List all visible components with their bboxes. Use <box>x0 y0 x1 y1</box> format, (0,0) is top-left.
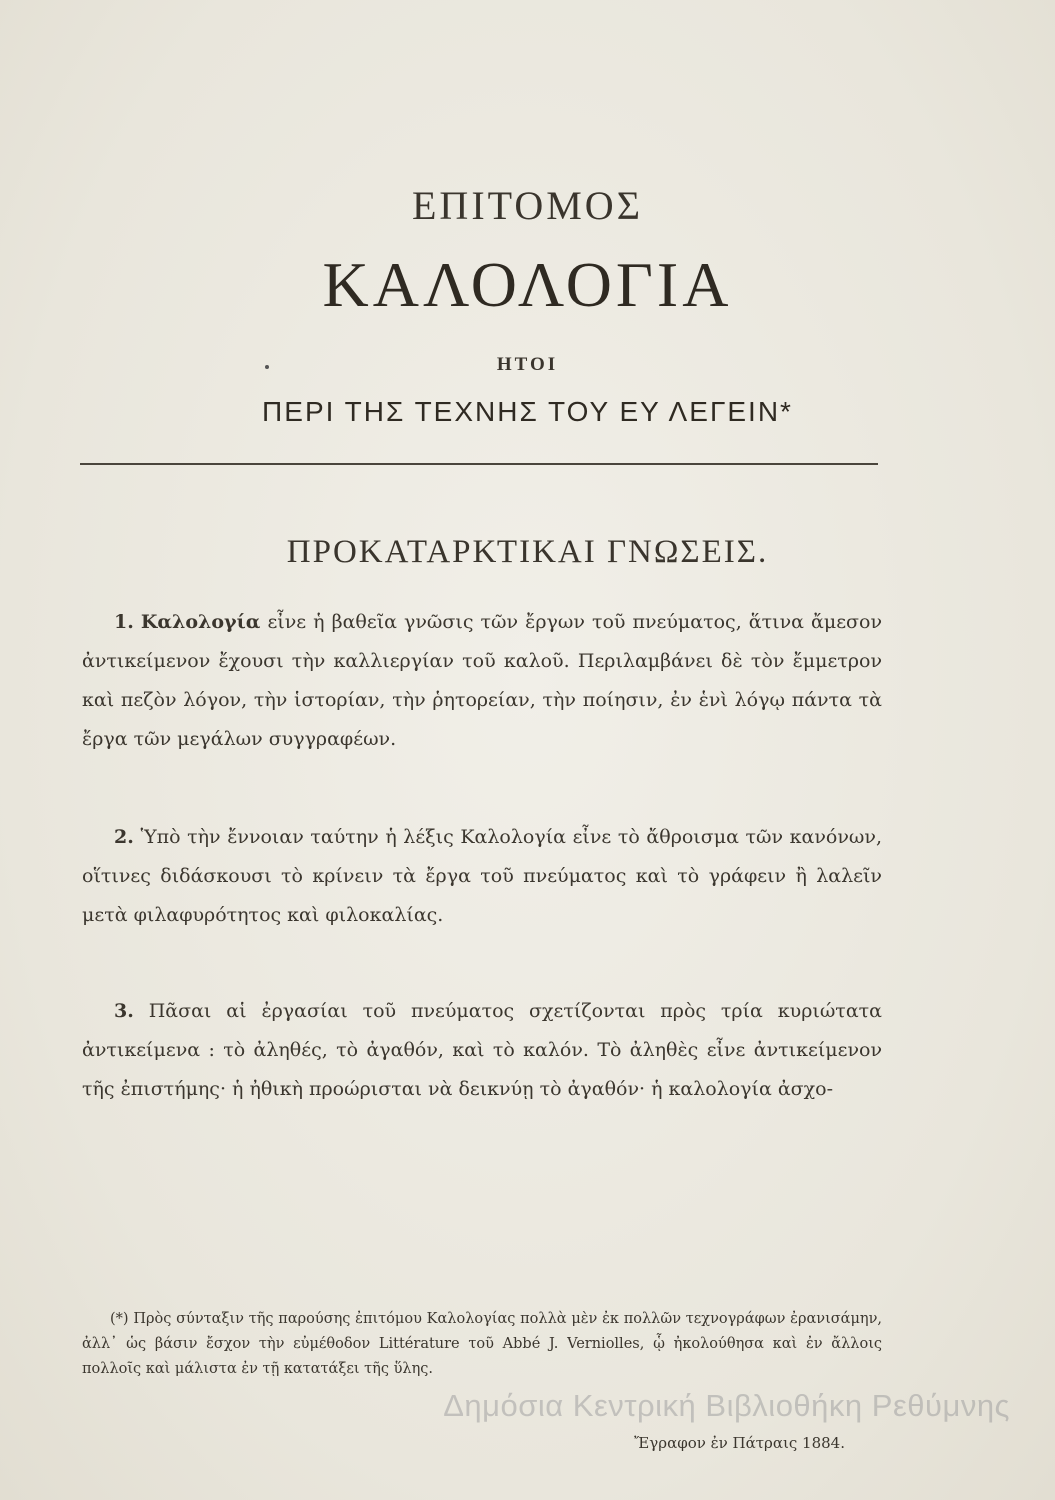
paragraph-text: τὴν ἔννοιαν ταύτην ἡ λέξις Καλολογία εἶνε τὸ ἄθροισμα τῶν κανόνων, οἵτινες διδάσκουσι τὸ κρίνειν τὰ ἔργα τοῦ πνεύματος καὶ τὸ γράφειν ἢ λαλεῖν μετὰ φιλαφυρότητος καὶ φιλοκαλίας. <box>82 826 882 926</box>
paragraph-lead-word: Πᾶσαι <box>148 1000 212 1022</box>
paragraph-number: 3. <box>114 1000 134 1022</box>
paragraph-text: εἶνε ἡ βαθεῖα γνῶσις τῶν ἔργων τοῦ πνεύματος, ἅτινα ἄμεσον ἀντικείμενον ἔχουσι τὴν καλλιεργίαν τοῦ καλοῦ. Περιλαμβάνει δὲ τὸν ἔμμετρον καὶ πεζὸν λόγον, τὴν ἱστορίαν, τὴν ῥητορείαν, τὴν ποίησιν, ἐν ἑνὶ λόγῳ πάντα τὰ ἔργα τῶν μεγάλων συγγραφέων. <box>82 611 882 750</box>
paragraph-2 <box>82 818 882 935</box>
paragraph-lead-word: Καλολογία <box>140 611 261 633</box>
title-epitomos: ΕΠΙΤΟΜΟΣ <box>412 183 643 228</box>
paragraph-number: 2. <box>114 826 134 848</box>
paragraph-1 <box>82 603 882 759</box>
title-kalologia: ΚΑΛΟΛΟΓΙΑ <box>322 249 733 320</box>
title-subtitle: ΠΕΡΙ ΤΗΣ ΤΕΧΝΗΣ ΤΟΥ ΕΥ ΛΕΓΕΙΝ* <box>262 396 793 427</box>
horizontal-rule <box>80 463 878 465</box>
footnote: (*) Πρὸς σύνταξιν τῆς παρούσης ἐπιτόμου Καλολογίας πολλὰ μὲν ἐκ πολλῶν τεχνογράφων ἐρανισάμην, ἀλλ᾽ ὡς βάσιν ἔσχον τὴν εὐμέθοδον Littérature τοῦ Abbé J. Verniolles, ᾧ ἠκολούθησα καὶ ἐν ἄλλοις πολλοῖς καὶ μάλιστα ἐν τῇ κατατάξει τῆς ὕλης. <box>82 1311 882 1377</box>
section-heading: ΠΡΟΚΑΤΑΡΚΤΙΚΑΙ ΓΝΩΣΕΙΣ. <box>286 534 769 570</box>
signature-line: Ἔγραφον ἐν Πάτραις 1884. <box>634 1434 845 1452</box>
paragraph-number: 1. <box>114 611 134 633</box>
title-itoi: ΗΤΟΙ <box>496 354 559 375</box>
paragraph-lead-word: Ὑπὸ <box>140 826 181 848</box>
paragraph-3 <box>82 992 882 1109</box>
library-watermark: Δημόσια Κεντρική Βιβλιοθήκη Ρεθύμνης <box>443 1388 1010 1423</box>
paragraph-text: αἱ ἐργασίαι τοῦ πνεύματος σχετίζονται πρὸς τρία κυριώτατα ἀντικείμενα : τὸ ἀληθές, τὸ ἀγαθόν, καὶ τὸ καλόν. Τὸ ἀληθὲς εἶνε ἀντικείμενον τῆς ἐπιστήμης· ἡ ἠθικὴ προώρισται νὰ δεικνύῃ τὸ ἀγαθόν· ἡ καλολογία ἀσχο- <box>82 1000 882 1100</box>
